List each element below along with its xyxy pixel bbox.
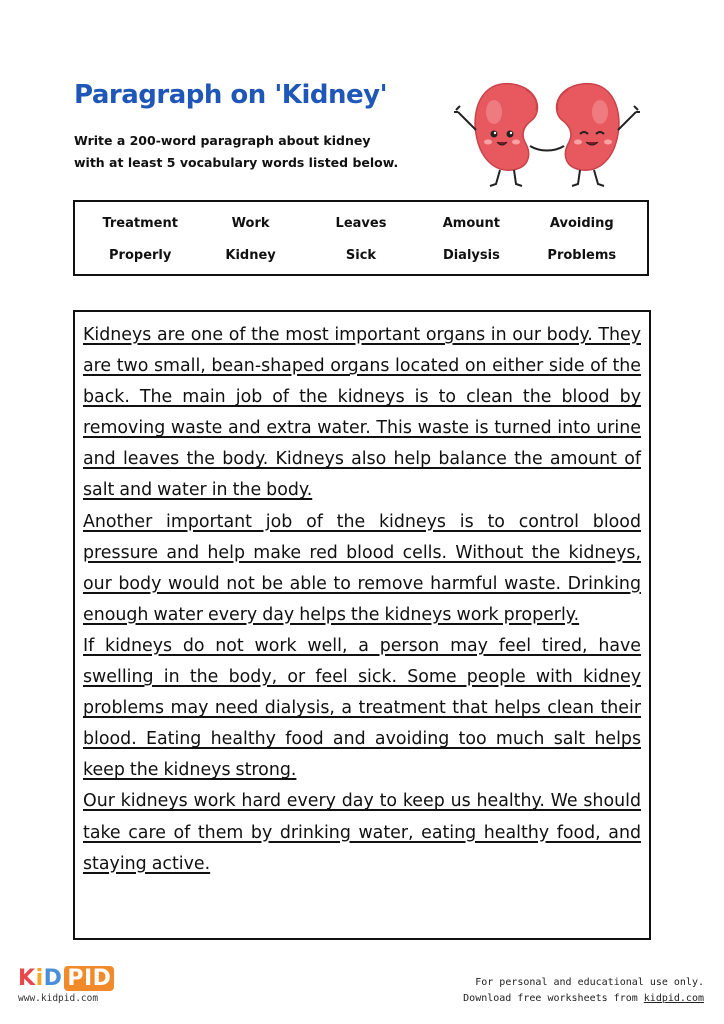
paragraph-1: Kidneys are one of the most important organs in our body. They are two small, bean-shaped organs located on either side of the back. The main job of the kidneys is to clean the blood by removing waste and extra water. This waste is turned into urine and leaves the body. Kidneys also help balance the amount of salt and water in the body. [83,325,641,501]
paragraph-box [73,310,651,940]
vocab-word-problems: Problems [547,248,617,263]
logo-url: www.kidpid.com [18,993,99,1004]
vocab-word-work: Work [231,216,270,231]
instruction-line-2: with at least 5 vocabulary words listed below. [74,155,399,170]
footer-line-2 [463,991,704,1007]
vocab-word-sick: Sick [345,248,377,263]
vocabulary-grid [75,208,647,272]
vocab-word-avoiding: Avoiding [549,216,614,231]
instruction-line-1: Write a 200-word paragraph about kidney [74,133,371,148]
paragraph-3: If kidneys do not work well, a person may feel tired, have swelling in the body, or feel sick. Some people with kidney problems may need dialysis, a treatment that helps clean their blood. Eating healthy food and avoiding too much salt helps keep the kidneys strong. [83,635,641,781]
footer-note [463,975,704,1007]
instructions [74,130,434,174]
footer-line-2-prefix: Download free worksheets from [463,993,644,1004]
vocab-word-properly: Properly [109,248,172,263]
vocab-word-kidney: Kidney [225,248,276,263]
vocab-word-dialysis: Dialysis [442,248,500,263]
vocab-word-leaves: Leaves [335,216,387,231]
left-kidney-icon [454,84,537,186]
logo-letter-i: i [35,966,44,991]
vocabulary-box [73,200,649,276]
footer-line-1: For personal and educational use only. [475,977,704,988]
footer-link-kidpid[interactable]: kidpid.com [643,993,704,1004]
kidpid-logo-mark [18,968,114,990]
logo-letter-d: D [43,966,63,991]
page-title: Paragraph on 'Kidney' [74,80,388,110]
paragraph-2: Another important job of the kidneys is to control blood pressure and help make red blood cells. Without the kidneys, our body would not be able to remove harmful waste. Drinking enough water every day helps the kidneys work properly. [83,511,641,625]
kidpid-logo [18,968,114,1004]
kidney-mascot-illustration [450,72,650,192]
right-kidney-icon [557,84,640,186]
logo-letter-k: K [18,966,36,991]
logo-pid-badge: PID [64,966,114,991]
vocab-word-amount: Amount [442,216,501,231]
paragraph-4: Our kidneys work hard every day to keep us healthy. We should take care of them by drinking water, eating healthy food, and staying active. [83,791,641,874]
vocab-word-treatment: Treatment [102,216,178,231]
